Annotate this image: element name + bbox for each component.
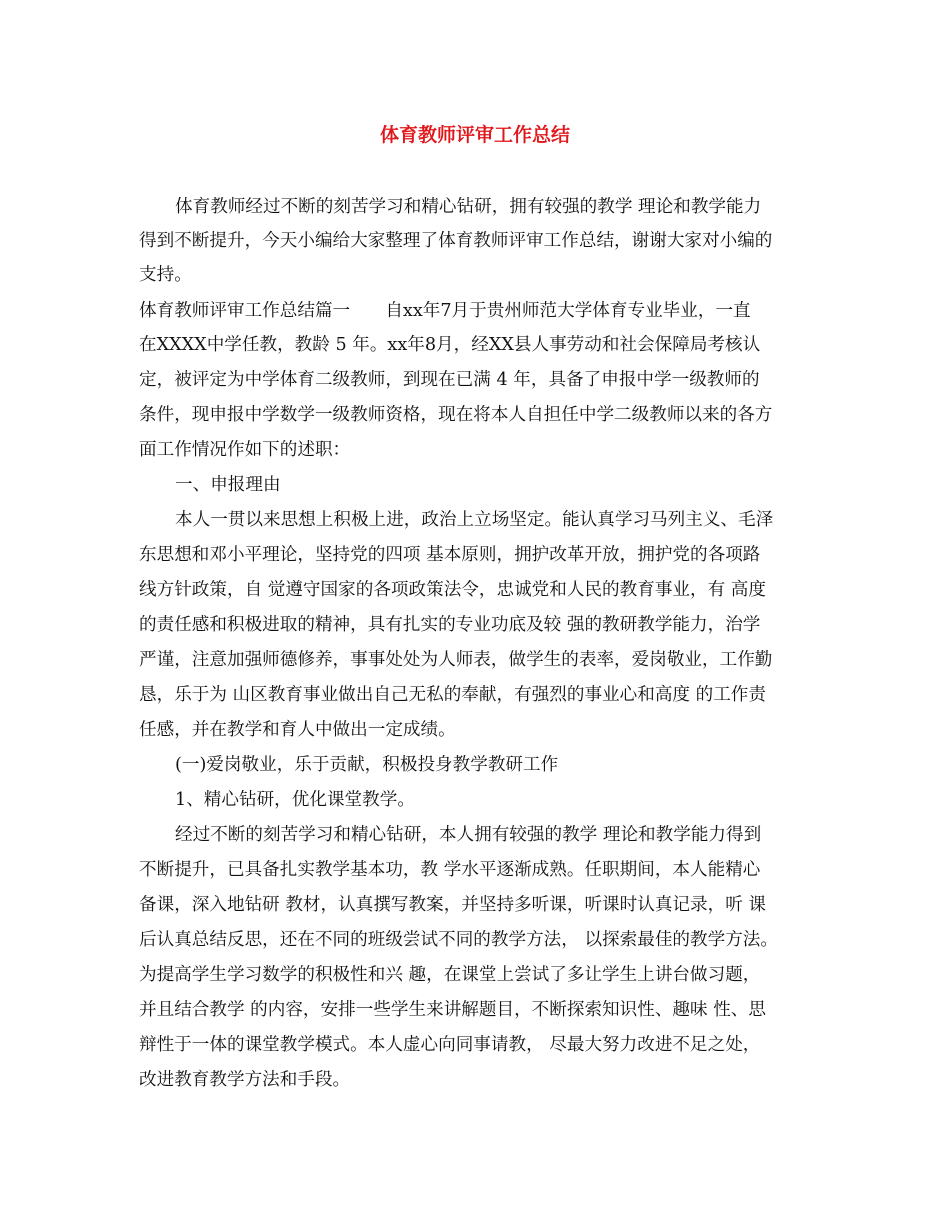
document-title: 体育教师评审工作总结 — [379, 124, 570, 146]
paragraph-line: 定，被评定为中学体育二级教师，到现在已满 4 年，具备了申报中学一级教师的 — [139, 370, 760, 390]
paragraph-line: 体育教师评审工作总结篇一 自xx年7月于贵州师范大学体育专业毕业，一直 — [139, 301, 751, 321]
paragraph-line: 辩性于一体的课堂教学模式。本人虚心向同事请教， 尽最大努力改进不足之处， — [139, 1035, 761, 1055]
paragraph-line: 为提高学生学习数学的积极性和兴 趣，在课堂上尝试了多让学生上讲台做习题， — [139, 965, 761, 985]
paragraph-line: 并且结合教学 的内容，安排一些学生来讲解题目，不断探索知识性、趣味 性、思 — [139, 1000, 766, 1020]
paragraph-line: 在XXXX中学任教，教龄 5 年。xx年8月，经XX县人事劳动和社会保障局考核认 — [139, 335, 761, 355]
paragraph-line: 东思想和邓小平理论，坚持党的四项 基本原则，拥护改革开放，拥护党的各项路 — [139, 545, 761, 565]
paragraph-line: 线方针政策，自 觉遵守国家的各项政策法令，忠诚党和人民的教育事业，有 高度 — [139, 580, 766, 600]
paragraph-line: 面工作情况作如下的述职： — [139, 440, 351, 460]
paragraph-line: 不断提升，已具备扎实教学基本功，教 学水平逐渐成熟。任职期间，本人能精心 — [139, 860, 761, 880]
paragraph-line: 改进教育教学方法和手段。 — [139, 1070, 351, 1090]
paragraph-line: 任感，并在教学和育人中做出一定成绩。 — [139, 720, 456, 740]
paragraph-line: 恳，乐于为 山区教育事业做出自己无私的奉献，有强烈的事业心和高度 的工作责 — [139, 685, 766, 705]
paragraph-line: 的责任感和积极进取的精神，具有扎实的专业功底及较 强的教研教学能力，治学 — [139, 615, 761, 635]
paragraph-line: 条件，现申报中学数学一级教师资格，现在将本人自担任中学二级教师以来的各方 — [139, 405, 773, 425]
section-heading: (一)爱岗敬业，乐于贡献，积极投身教学教研工作 — [175, 755, 559, 775]
paragraph-line: 后认真总结反思，还在不同的班级尝试不同的教学方法， 以探索最佳的教学方法。 — [139, 930, 778, 950]
section-heading: 1、精心钻研，优化课堂教学。 — [175, 790, 415, 810]
paragraph-line: 备课，深入地钻研 教材，认真撰写教案，并坚持多听课，听课时认真记录，听 课 — [139, 895, 766, 915]
paragraph-line: 体育教师经过不断的刻苦学习和精心钻研，拥有较强的教学 理论和教学能力 — [175, 197, 762, 217]
paragraph-line: 得到不断提升，今天小编给大家整理了体育教师评审工作总结，谢谢大家对小编的 — [139, 231, 773, 251]
paragraph-line: 支持。 — [139, 265, 192, 285]
paragraph-line: 严谨，注意加强师德修养，事事处处为人师表，做学生的表率，爱岗敬业，工作勤 — [139, 650, 773, 670]
section-heading: 一、申报理由 — [175, 475, 281, 495]
paragraph-line: 本人一贯以来思想上积极上进，政治上立场坚定。能认真学习马列主义、毛泽 — [175, 510, 774, 530]
paragraph-line: 经过不断的刻苦学习和精心钻研，本人拥有较强的教学 理论和教学能力得到 — [175, 825, 762, 845]
